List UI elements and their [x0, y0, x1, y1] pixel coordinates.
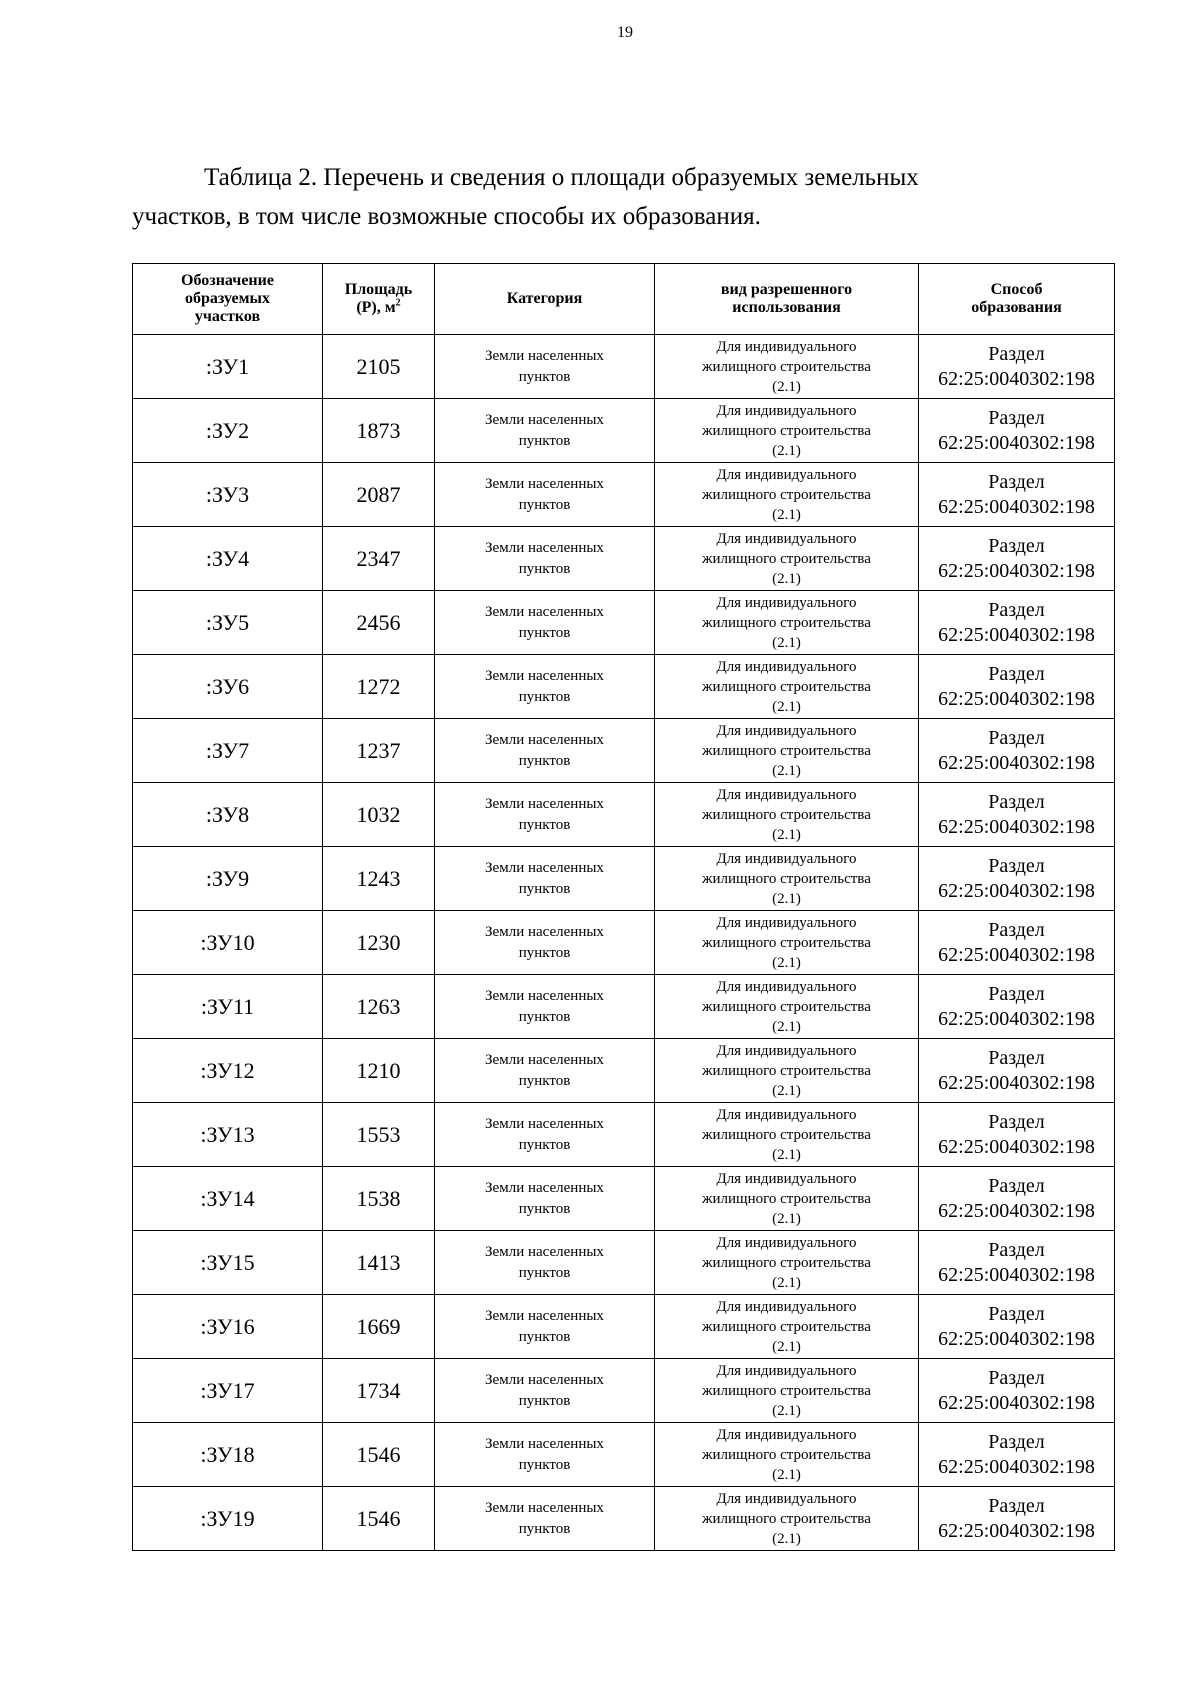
parcel-method-line: Раздел: [988, 1110, 1045, 1133]
parcel-use-line: (2.1): [772, 442, 801, 459]
table-caption: [132, 158, 1062, 236]
parcel-id-cell: :ЗУ5: [133, 591, 323, 655]
parcel-method-line: 62:25:0040302:198: [938, 1007, 1095, 1030]
parcel-id-cell: :ЗУ15: [133, 1231, 323, 1295]
parcel-method-line: Раздел: [988, 1430, 1045, 1453]
parcel-area-cell: 1413: [323, 1231, 435, 1295]
parcel-method-cell: [919, 1167, 1115, 1231]
parcel-method-line: 62:25:0040302:198: [938, 1263, 1095, 1286]
parcel-use-line: (2.1): [772, 1530, 801, 1547]
parcel-use-line: жилищного строительства: [702, 1382, 871, 1399]
parcel-method-line: 62:25:0040302:198: [938, 815, 1095, 838]
table-row: [133, 719, 1115, 783]
parcel-category-cell: [435, 783, 655, 847]
parcel-use-line: жилищного строительства: [702, 806, 871, 823]
parcel-use-cell: [655, 335, 919, 399]
parcel-method-cell: [919, 1487, 1115, 1551]
parcel-id-cell: :ЗУ12: [133, 1039, 323, 1103]
parcel-category-line: пунктов: [518, 688, 571, 705]
parcel-use-line: Для индивидуального: [716, 1170, 857, 1187]
header-area-line: Площадь: [344, 281, 413, 298]
parcel-method-cell: [919, 527, 1115, 591]
parcel-category-line: Земли населенных: [485, 1499, 604, 1516]
parcel-use-line: жилищного строительства: [702, 1254, 871, 1271]
parcel-method-cell: [919, 1295, 1115, 1359]
parcel-area-cell: 1237: [323, 719, 435, 783]
parcel-category-line: Земли населенных: [485, 1371, 604, 1388]
parcel-use-line: Для индивидуального: [716, 402, 857, 419]
header-method: [919, 264, 1115, 335]
parcel-category-line: пунктов: [518, 560, 571, 577]
parcel-category-line: пунктов: [518, 496, 571, 513]
parcel-method-line: Раздел: [988, 470, 1045, 493]
parcel-category-line: пунктов: [518, 752, 571, 769]
parcel-use-line: Для индивидуального: [716, 1042, 857, 1059]
table-row: [133, 1423, 1115, 1487]
parcel-area-cell: 1243: [323, 847, 435, 911]
parcel-area-cell: 2087: [323, 463, 435, 527]
parcel-area-cell: 1669: [323, 1295, 435, 1359]
header-use-line: вид разрешенного: [720, 281, 853, 298]
parcel-method-cell: [919, 463, 1115, 527]
parcel-id-cell: :ЗУ17: [133, 1359, 323, 1423]
parcel-use-line: жилищного строительства: [702, 678, 871, 695]
parcel-use-cell: [655, 975, 919, 1039]
parcel-category-line: пунктов: [518, 1072, 571, 1089]
parcel-use-line: жилищного строительства: [702, 1190, 871, 1207]
parcel-category-line: Земли населенных: [485, 1115, 604, 1132]
table-row: [133, 783, 1115, 847]
parcel-category-line: пунктов: [518, 1456, 571, 1473]
parcel-method-line: Раздел: [988, 406, 1045, 429]
table-row: [133, 1167, 1115, 1231]
parcel-category-cell: [435, 463, 655, 527]
parcel-category-cell: [435, 335, 655, 399]
parcel-use-cell: [655, 527, 919, 591]
parcel-area-cell: 1546: [323, 1423, 435, 1487]
parcel-category-cell: [435, 719, 655, 783]
parcel-category-cell: [435, 911, 655, 975]
parcel-id-cell: :ЗУ16: [133, 1295, 323, 1359]
parcel-method-line: 62:25:0040302:198: [938, 1071, 1095, 1094]
parcel-use-cell: [655, 1103, 919, 1167]
parcel-category-line: Земли населенных: [485, 411, 604, 428]
header-method-line: образования: [971, 299, 1062, 316]
parcel-method-line: 62:25:0040302:198: [938, 1199, 1095, 1222]
header-area-line: (Р), м: [356, 299, 396, 316]
parcel-method-line: Раздел: [988, 1238, 1045, 1261]
parcel-area-cell: 1272: [323, 655, 435, 719]
parcel-use-line: Для индивидуального: [716, 850, 857, 867]
parcel-category-line: пунктов: [518, 432, 571, 449]
parcel-method-cell: [919, 911, 1115, 975]
parcel-use-line: Для индивидуального: [716, 914, 857, 931]
parcel-use-line: (2.1): [772, 698, 801, 715]
parcel-method-line: 62:25:0040302:198: [938, 1391, 1095, 1414]
parcel-category-line: Земли населенных: [485, 987, 604, 1004]
parcel-category-line: пунктов: [518, 1200, 571, 1217]
parcel-area-cell: 1210: [323, 1039, 435, 1103]
table-row: [133, 527, 1115, 591]
parcel-category-line: Земли населенных: [485, 923, 604, 940]
parcel-method-cell: [919, 591, 1115, 655]
parcel-use-line: (2.1): [772, 1210, 801, 1227]
parcel-method-cell: [919, 335, 1115, 399]
parcel-id-cell: :ЗУ3: [133, 463, 323, 527]
parcel-use-line: (2.1): [772, 506, 801, 523]
parcel-category-cell: [435, 1359, 655, 1423]
header-category: Категория: [435, 264, 655, 335]
parcel-use-cell: [655, 1359, 919, 1423]
table-header-row: [133, 264, 1115, 335]
parcel-category-cell: [435, 591, 655, 655]
parcel-use-cell: [655, 1039, 919, 1103]
parcel-use-line: (2.1): [772, 1146, 801, 1163]
parcel-category-cell: [435, 1295, 655, 1359]
parcel-category-line: Земли населенных: [485, 1243, 604, 1260]
parcel-use-line: (2.1): [772, 826, 801, 843]
table-row: [133, 463, 1115, 527]
parcel-category-cell: [435, 399, 655, 463]
parcel-use-line: (2.1): [772, 634, 801, 651]
table-row: [133, 399, 1115, 463]
parcel-area-cell: 1546: [323, 1487, 435, 1551]
parcel-method-line: 62:25:0040302:198: [938, 943, 1095, 966]
parcel-use-line: жилищного строительства: [702, 1510, 871, 1527]
parcel-use-line: Для индивидуального: [716, 1426, 857, 1443]
parcel-use-line: (2.1): [772, 1402, 801, 1419]
caption-line-2: участков, в том числе возможные способы их образования.: [132, 203, 761, 230]
parcel-use-line: жилищного строительства: [702, 934, 871, 951]
table-row: [133, 1039, 1115, 1103]
parcel-use-cell: [655, 783, 919, 847]
page-number: 19: [617, 24, 633, 41]
parcel-id-cell: :ЗУ11: [133, 975, 323, 1039]
parcel-category-line: пунктов: [518, 368, 571, 385]
parcel-area-cell: 1032: [323, 783, 435, 847]
parcel-category-line: пунктов: [518, 816, 571, 833]
parcel-use-line: (2.1): [772, 570, 801, 587]
header-designation-line: Обозначение: [181, 272, 274, 289]
parcel-use-line: Для индивидуального: [716, 1362, 857, 1379]
parcel-category-line: Земли населенных: [485, 667, 604, 684]
parcel-category-line: Земли населенных: [485, 1307, 604, 1324]
parcel-category-cell: [435, 1039, 655, 1103]
parcel-id-cell: :ЗУ14: [133, 1167, 323, 1231]
parcel-method-line: 62:25:0040302:198: [938, 1455, 1095, 1478]
parcel-use-line: Для индивидуального: [716, 530, 857, 547]
parcel-use-line: жилищного строительства: [702, 1446, 871, 1463]
parcel-category-line: Земли населенных: [485, 1435, 604, 1452]
parcel-use-line: жилищного строительства: [702, 742, 871, 759]
table-row: [133, 1487, 1115, 1551]
parcel-method-line: 62:25:0040302:198: [938, 431, 1095, 454]
parcel-use-line: (2.1): [772, 890, 801, 907]
parcel-use-line: (2.1): [772, 1082, 801, 1099]
parcel-use-line: Для индивидуального: [716, 658, 857, 675]
parcel-area-cell: 1263: [323, 975, 435, 1039]
header-designation-line: участков: [194, 308, 261, 325]
parcel-category-line: пунктов: [518, 1520, 571, 1537]
parcel-use-cell: [655, 655, 919, 719]
parcel-category-cell: [435, 1103, 655, 1167]
parcel-use-line: жилищного строительства: [702, 614, 871, 631]
parcel-use-cell: [655, 1167, 919, 1231]
parcel-method-cell: [919, 1039, 1115, 1103]
parcel-area-cell: 2347: [323, 527, 435, 591]
parcel-use-line: Для индивидуального: [716, 338, 857, 355]
parcel-method-cell: [919, 1103, 1115, 1167]
parcel-category-line: пунктов: [518, 944, 571, 961]
parcel-use-cell: [655, 847, 919, 911]
parcel-id-cell: :ЗУ19: [133, 1487, 323, 1551]
parcels-table: [132, 263, 1115, 1551]
parcel-method-line: Раздел: [988, 790, 1045, 813]
table-row: [133, 847, 1115, 911]
parcel-use-line: жилищного строительства: [702, 1318, 871, 1335]
parcel-method-line: 62:25:0040302:198: [938, 687, 1095, 710]
parcel-method-cell: [919, 655, 1115, 719]
parcel-category-cell: [435, 527, 655, 591]
parcel-category-line: Земли населенных: [485, 859, 604, 876]
parcel-use-cell: [655, 399, 919, 463]
parcel-method-line: Раздел: [988, 1174, 1045, 1197]
parcel-use-line: жилищного строительства: [702, 998, 871, 1015]
parcel-category-cell: [435, 847, 655, 911]
header-use-line: использования: [732, 299, 841, 316]
parcel-method-line: 62:25:0040302:198: [938, 1519, 1095, 1542]
parcel-use-cell: [655, 463, 919, 527]
parcel-use-line: (2.1): [772, 1274, 801, 1291]
parcel-use-cell: [655, 1487, 919, 1551]
parcel-method-line: Раздел: [988, 726, 1045, 749]
parcel-use-cell: [655, 1231, 919, 1295]
parcel-use-line: (2.1): [772, 1466, 801, 1483]
parcel-category-line: Земли населенных: [485, 603, 604, 620]
parcel-area-cell: 1734: [323, 1359, 435, 1423]
parcel-use-line: жилищного строительства: [702, 358, 871, 375]
parcel-use-cell: [655, 911, 919, 975]
parcel-id-cell: :ЗУ13: [133, 1103, 323, 1167]
parcel-category-line: пунктов: [518, 1136, 571, 1153]
parcel-method-line: 62:25:0040302:198: [938, 495, 1095, 518]
parcel-category-line: пунктов: [518, 624, 571, 641]
parcel-method-cell: [919, 719, 1115, 783]
parcel-use-line: Для индивидуального: [716, 1490, 857, 1507]
parcel-use-line: (2.1): [772, 1338, 801, 1355]
parcel-method-line: 62:25:0040302:198: [938, 879, 1095, 902]
table-row: [133, 335, 1115, 399]
parcel-use-line: Для индивидуального: [716, 722, 857, 739]
parcel-id-cell: :ЗУ10: [133, 911, 323, 975]
parcel-use-line: Для индивидуального: [716, 786, 857, 803]
parcel-category-line: пунктов: [518, 880, 571, 897]
table-row: [133, 975, 1115, 1039]
parcel-use-line: Для индивидуального: [716, 1234, 857, 1251]
parcel-category-line: Земли населенных: [485, 539, 604, 556]
parcel-category-line: Земли населенных: [485, 1179, 604, 1196]
parcel-use-line: Для индивидуального: [716, 466, 857, 483]
parcel-category-cell: [435, 1423, 655, 1487]
parcel-method-cell: [919, 847, 1115, 911]
parcel-id-cell: :ЗУ8: [133, 783, 323, 847]
table-row: [133, 911, 1115, 975]
header-use: [655, 264, 919, 335]
parcel-method-line: 62:25:0040302:198: [938, 559, 1095, 582]
parcel-method-cell: [919, 975, 1115, 1039]
parcel-method-line: 62:25:0040302:198: [938, 751, 1095, 774]
parcel-category-line: Земли населенных: [485, 1051, 604, 1068]
parcel-area-cell: 2456: [323, 591, 435, 655]
parcel-category-cell: [435, 1167, 655, 1231]
table-row: [133, 1103, 1115, 1167]
parcel-method-cell: [919, 1359, 1115, 1423]
parcel-method-line: Раздел: [988, 342, 1045, 365]
parcel-id-cell: :ЗУ1: [133, 335, 323, 399]
parcel-method-line: 62:25:0040302:198: [938, 1135, 1095, 1158]
parcel-use-line: Для индивидуального: [716, 978, 857, 995]
parcel-category-line: пунктов: [518, 1328, 571, 1345]
table-row: [133, 1231, 1115, 1295]
parcel-use-line: жилищного строительства: [702, 870, 871, 887]
parcel-method-line: 62:25:0040302:198: [938, 1327, 1095, 1350]
parcel-method-cell: [919, 399, 1115, 463]
parcel-use-line: Для индивидуального: [716, 594, 857, 611]
parcel-method-line: Раздел: [988, 598, 1045, 621]
parcel-use-line: жилищного строительства: [702, 486, 871, 503]
table-row: [133, 1295, 1115, 1359]
parcel-method-line: Раздел: [988, 1366, 1045, 1389]
parcel-method-line: Раздел: [988, 982, 1045, 1005]
parcel-category-cell: [435, 655, 655, 719]
parcel-category-cell: [435, 1487, 655, 1551]
parcel-use-cell: [655, 1295, 919, 1359]
table-body: [133, 335, 1115, 1551]
parcel-use-line: жилищного строительства: [702, 550, 871, 567]
parcel-method-line: Раздел: [988, 1494, 1045, 1517]
parcel-method-line: Раздел: [988, 534, 1045, 557]
caption-line-1: Таблица 2. Перечень и сведения о площади образуемых земельных: [204, 164, 919, 191]
table-row: [133, 591, 1115, 655]
parcel-method-line: Раздел: [988, 662, 1045, 685]
parcel-id-cell: :ЗУ4: [133, 527, 323, 591]
parcel-id-cell: :ЗУ9: [133, 847, 323, 911]
parcel-category-cell: [435, 975, 655, 1039]
header-method-line: Способ: [990, 281, 1043, 298]
parcel-use-line: (2.1): [772, 954, 801, 971]
parcel-category-line: пунктов: [518, 1264, 571, 1281]
table-row: [133, 1359, 1115, 1423]
parcel-category-line: пунктов: [518, 1392, 571, 1409]
parcel-category-line: Земли населенных: [485, 795, 604, 812]
parcel-use-cell: [655, 591, 919, 655]
parcel-category-line: Земли населенных: [485, 731, 604, 748]
parcel-area-cell: 1538: [323, 1167, 435, 1231]
parcel-category-line: Земли населенных: [485, 347, 604, 364]
parcel-method-line: 62:25:0040302:198: [938, 623, 1095, 646]
parcel-method-line: Раздел: [988, 854, 1045, 877]
parcel-use-line: жилищного строительства: [702, 1126, 871, 1143]
parcel-use-line: (2.1): [772, 1018, 801, 1035]
parcel-method-cell: [919, 1423, 1115, 1487]
header-designation-line: образуемых: [185, 290, 270, 307]
parcel-use-line: жилищного строительства: [702, 422, 871, 439]
parcel-use-line: (2.1): [772, 378, 801, 395]
parcel-area-cell: 1230: [323, 911, 435, 975]
parcel-area-cell: 1873: [323, 399, 435, 463]
parcel-area-cell: 1553: [323, 1103, 435, 1167]
parcel-id-cell: :ЗУ2: [133, 399, 323, 463]
parcel-use-cell: [655, 1423, 919, 1487]
header-area: [323, 264, 435, 335]
parcel-use-cell: [655, 719, 919, 783]
parcel-id-cell: :ЗУ6: [133, 655, 323, 719]
parcel-use-line: (2.1): [772, 762, 801, 779]
parcel-use-line: жилищного строительства: [702, 1062, 871, 1079]
parcel-area-cell: 2105: [323, 335, 435, 399]
parcel-use-line: Для индивидуального: [716, 1298, 857, 1315]
parcel-method-cell: [919, 783, 1115, 847]
parcel-method-line: 62:25:0040302:198: [938, 367, 1095, 390]
header-designation: [133, 264, 323, 335]
parcel-category-line: пунктов: [518, 1008, 571, 1025]
parcel-category-line: Земли населенных: [485, 475, 604, 492]
parcel-category-cell: [435, 1231, 655, 1295]
parcel-id-cell: :ЗУ7: [133, 719, 323, 783]
parcel-use-line: Для индивидуального: [716, 1106, 857, 1123]
parcel-method-line: Раздел: [988, 918, 1045, 941]
parcel-method-line: Раздел: [988, 1046, 1045, 1069]
header-area-sup: 2: [395, 297, 401, 309]
parcel-method-cell: [919, 1231, 1115, 1295]
parcel-id-cell: :ЗУ18: [133, 1423, 323, 1487]
parcel-method-line: Раздел: [988, 1302, 1045, 1325]
table-row: [133, 655, 1115, 719]
